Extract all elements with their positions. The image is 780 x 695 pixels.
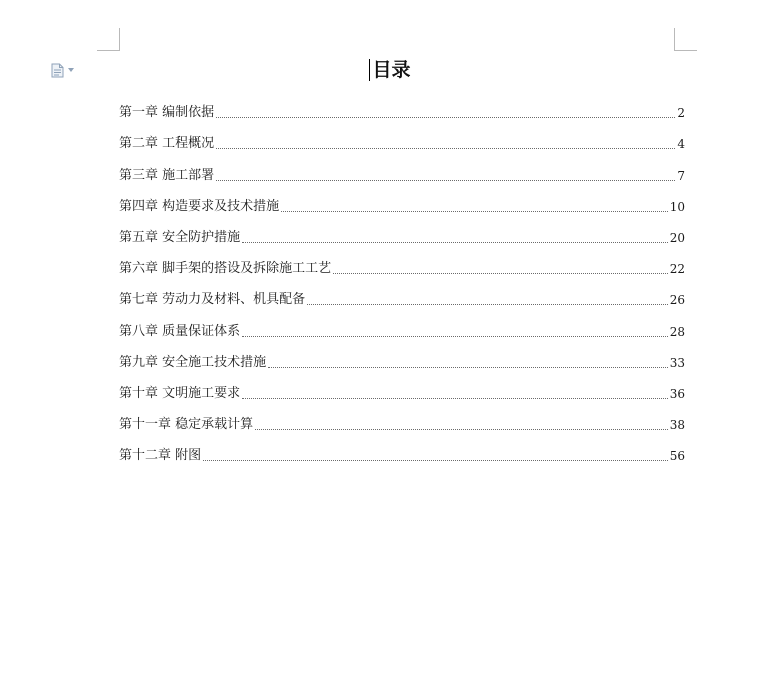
toc-dot-leader <box>242 242 668 243</box>
toc-dot-leader <box>307 304 668 305</box>
toc-title-text: 目录 <box>372 59 411 81</box>
page-margin-corner-top-right <box>674 28 697 51</box>
toc-entry-page-number: 33 <box>669 355 685 370</box>
toc-dot-leader <box>242 398 668 399</box>
toc-entry-label: 第三章 施工部署 <box>119 167 215 183</box>
text-cursor <box>369 59 370 81</box>
toc-entry-page-number: 20 <box>669 230 685 245</box>
toc-entry[interactable] <box>119 158 685 189</box>
toc-entry[interactable] <box>119 314 685 345</box>
toc-entry[interactable] <box>119 190 685 221</box>
toc-entry-page-number: 38 <box>669 418 685 433</box>
toc-entry-label: 第四章 构造要求及技术措施 <box>119 198 280 214</box>
title-container <box>0 58 780 82</box>
toc-entry[interactable] <box>119 96 685 127</box>
toc-entry-page-number: 26 <box>669 293 685 308</box>
toc-entry[interactable] <box>119 408 685 439</box>
toc-dot-leader <box>281 211 668 212</box>
toc-entry-label: 第八章 质量保证体系 <box>119 323 241 339</box>
toc-dot-leader <box>242 336 668 337</box>
table-of-contents <box>119 96 685 470</box>
toc-dot-leader <box>216 180 675 181</box>
toc-entry[interactable] <box>119 127 685 158</box>
toc-entry-page-number: 36 <box>669 386 685 401</box>
toc-entry[interactable] <box>119 346 685 377</box>
toc-entry-page-number: 22 <box>669 262 685 277</box>
toc-entry-label: 第九章 安全施工技术措施 <box>119 354 267 370</box>
toc-entry-label: 第一章 编制依据 <box>119 105 215 121</box>
toc-dot-leader <box>255 429 668 430</box>
toc-dot-leader <box>216 148 675 149</box>
toc-entry-page-number: 2 <box>677 106 685 121</box>
toc-entry[interactable] <box>119 252 685 283</box>
page-margin-corner-top-left <box>97 28 120 51</box>
toc-entry-label: 第十章 文明施工要求 <box>119 385 241 401</box>
toc-entry-label: 第七章 劳动力及材料、机具配备 <box>119 292 306 308</box>
toc-entry[interactable] <box>119 439 685 470</box>
toc-entry-label: 第十一章 稳定承载计算 <box>119 417 254 433</box>
toc-entry-page-number: 4 <box>677 137 685 152</box>
toc-entry[interactable] <box>119 221 685 252</box>
toc-entry-label: 第五章 安全防护措施 <box>119 229 241 245</box>
toc-entry-label: 第十二章 附图 <box>119 448 202 464</box>
toc-dot-leader <box>333 273 668 274</box>
toc-dot-leader <box>268 367 668 368</box>
toc-dot-leader <box>216 117 675 118</box>
toc-title[interactable] <box>369 58 410 82</box>
toc-entry-page-number: 7 <box>677 168 685 183</box>
toc-entry-label: 第六章 脚手架的搭设及拆除施工工艺 <box>119 261 332 277</box>
toc-entry-label: 第二章 工程概况 <box>119 136 215 152</box>
toc-entry-page-number: 56 <box>669 449 685 464</box>
toc-dot-leader <box>203 460 668 461</box>
toc-entry-page-number: 28 <box>669 324 685 339</box>
toc-entry-page-number: 10 <box>669 199 685 214</box>
toc-entry[interactable] <box>119 283 685 314</box>
toc-entry[interactable] <box>119 377 685 408</box>
